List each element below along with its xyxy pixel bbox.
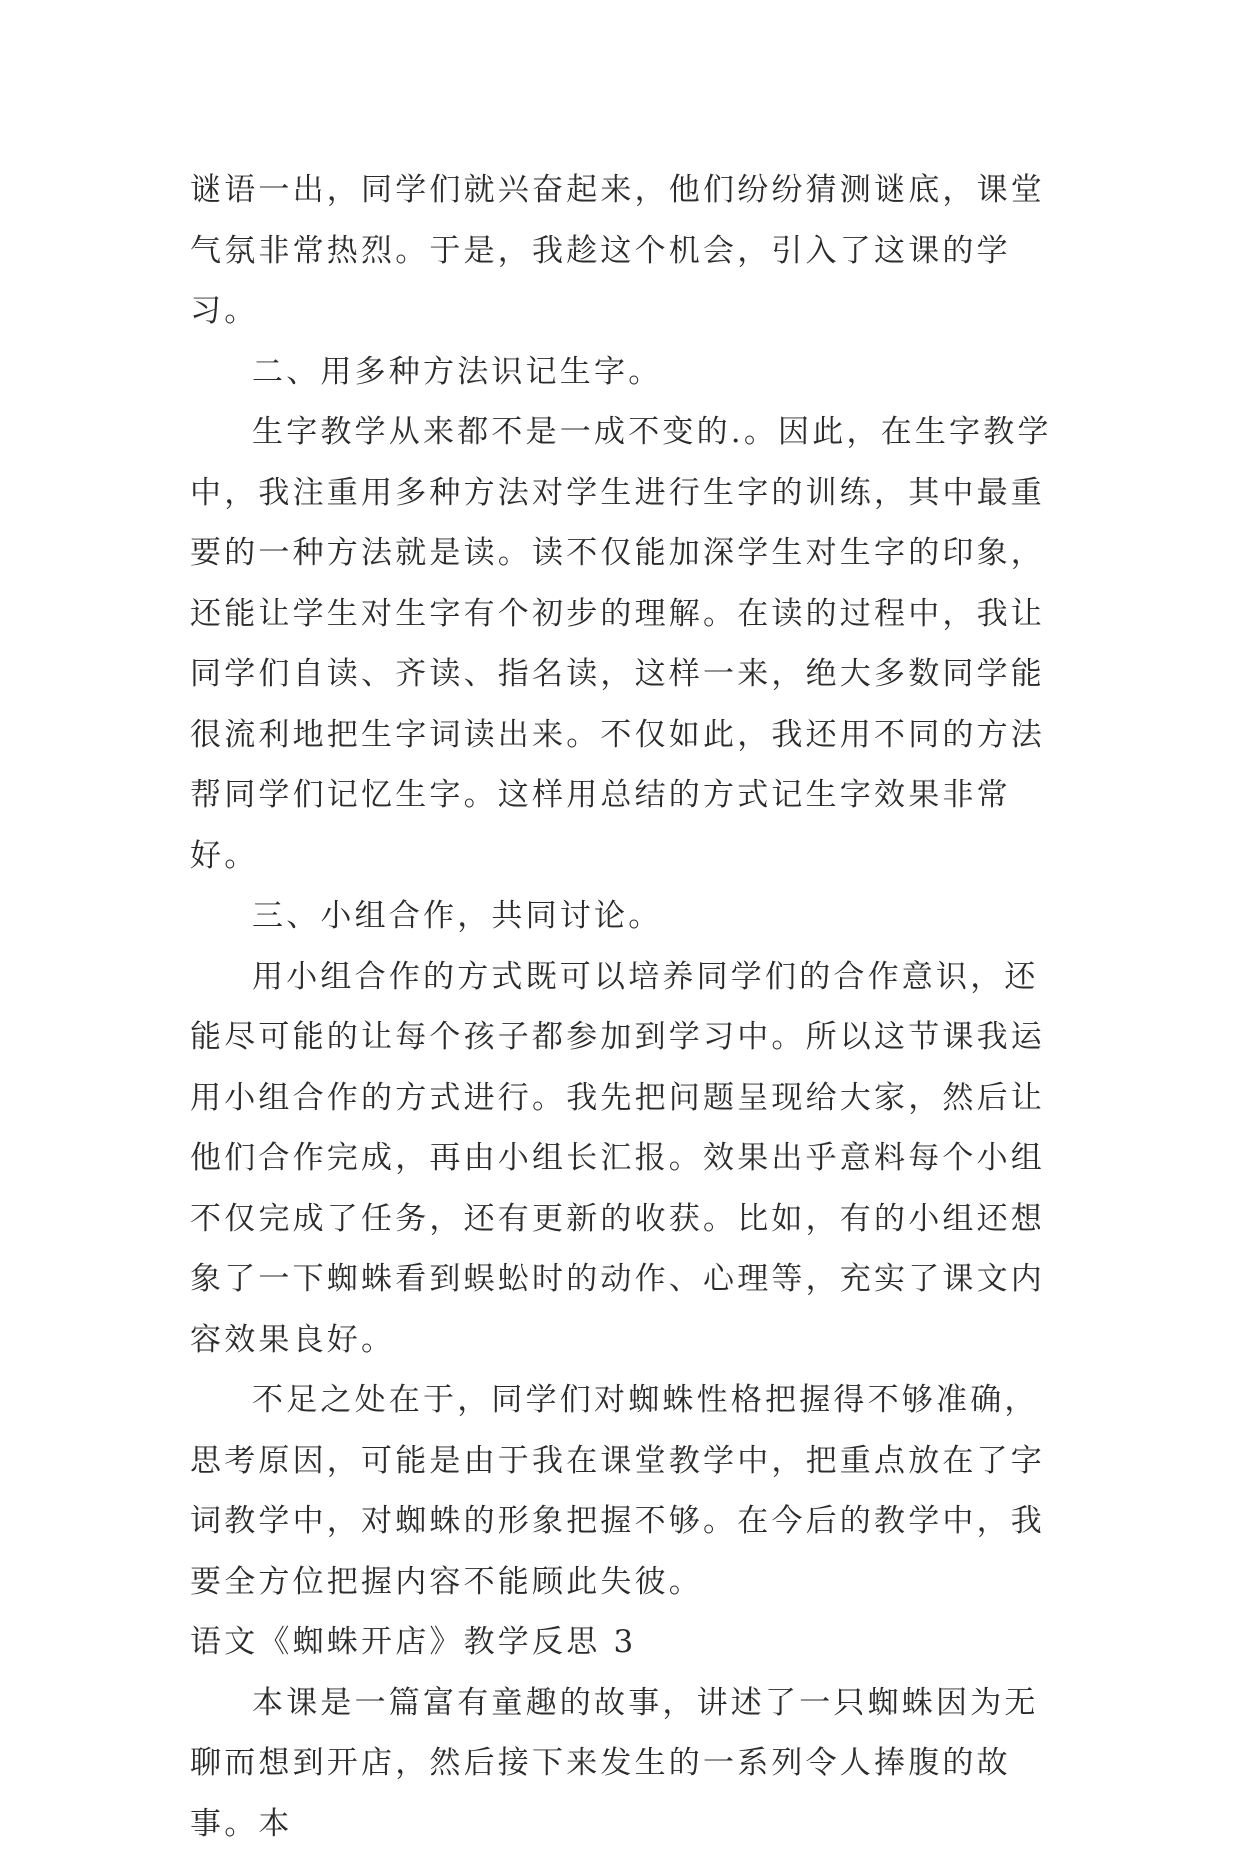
paragraph-group-work: 用小组合作的方式既可以培养同学们的合作意识，还能尽可能的让每个孩子都参加到学习中。所以这节课我运用小组合作的方式进行。我先把问题呈现给大家，然后让他们合作完成，再由小组长汇报。效果出乎意料每个小组不仅完成了任务，还有更新的收获。比如，有的小组还想象了一下蜘蛛看到蜈蚣时的动作、心理等，充实了课文内容效果良好。	[190, 947, 1070, 1371]
paragraph-lesson-intro: 本课是一篇富有童趣的故事，讲述了一只蜘蛛因为无聊而想到开店，然后接下来发生的一系列令人捧腹的故事。本	[190, 1673, 1070, 1854]
subheading-group-cooperation: 三、小组合作，共同讨论。	[190, 886, 1070, 947]
paragraph-character-teaching: 生字教学从来都不是一成不变的.。因此，在生字教学中，我注重用多种方法对学生进行生字的训练，其中最重要的一种方法就是读。读不仅能加深学生对生字的印象，还能让学生对生字有个初步的理解。在读的过程中，我让同学们自读、齐读、指名读，这样一来，绝大多数同学能很流利地把生字词读出来。不仅如此，我还用不同的方法帮同学们记忆生字。这样用总结的方式记生字效果非常好。	[190, 402, 1070, 886]
section-title: 语文《蜘蛛开店》教学反思 3	[190, 1612, 1070, 1673]
paragraph-riddle: 谜语一出，同学们就兴奋起来，他们纷纷猜测谜底，课堂气氛非常热烈。于是，我趁这个机会，引入了这课的学习。	[190, 160, 1070, 342]
document-body	[190, 160, 1070, 1854]
subheading-literacy-methods: 二、用多种方法识记生字。	[190, 342, 1070, 403]
paragraph-shortcomings: 不足之处在于，同学们对蜘蛛性格把握得不够准确，思考原因，可能是由于我在课堂教学中，把重点放在了字词教学中，对蜘蛛的形象把握不够。在今后的教学中，我要全方位把握内容不能顾此失彼。	[190, 1370, 1070, 1612]
